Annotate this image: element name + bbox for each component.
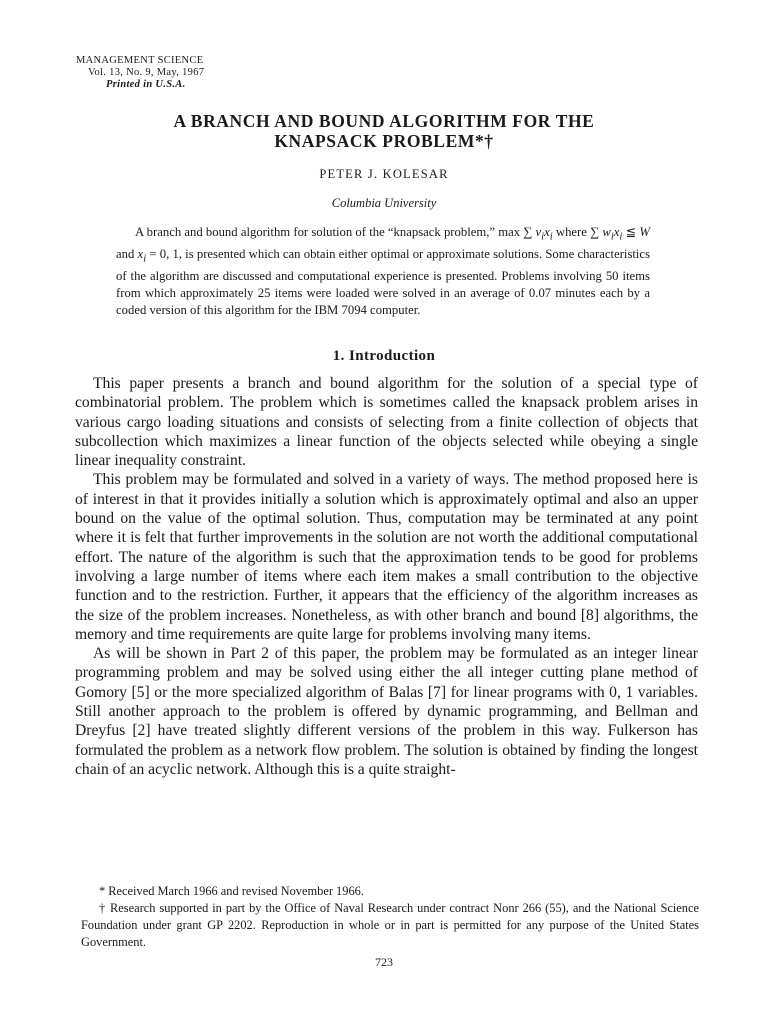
paragraph: This paper presents a branch and bound algorithm for the solution of a special type of combinatorial problem. The problem which is sometimes called the knapsack problem arises in various cargo loading situations and consists of selecting from a finite collection of objects that subcollection which maximizes a linear function of the objects selected while obeying a single linear inequality constraint. (75, 375, 698, 470)
author-affiliation: Columbia University (331, 196, 437, 210)
printed-in: Printed in U.S.A. (106, 79, 186, 90)
abstract (116, 224, 650, 320)
journal-header (76, 55, 204, 91)
journal-volume: Vol. 13, No. 9, May, 1967 (88, 67, 205, 78)
paragraph: This problem may be formulated and solved in a variety of ways. The method proposed here is of interest in that it provides initially a solution which is approximately optimal and also an upper bound on the value of the optimal solution. Thus, computation may be terminated at any point where it is felt that further improvements in the solution are not worth the additional computational effort. The nature of the algorithm is such that the approximation tends to be good for problems involving a large number of items where each item makes a small contribution to the objective function and to the restriction. Further, it appears that the efficiency of the algorithm increases as the size of the problem increases. Nonetheless, as with other branch and bound [8] algorithms, the memory and time requirements are quite large for problems involving many items. (75, 471, 698, 643)
footnote-received: * Received March 1966 and revised November 1966. (99, 884, 364, 898)
page-number: 723 (375, 955, 393, 969)
journal-name: MANAGEMENT SCIENCE (76, 55, 204, 66)
abstract-formula: max ∑ $v_ix_i$ where ∑ $w_ix_i$ ≦ W and $x_i = 0$, 1 (116, 225, 650, 265)
abstract-body: , is presented which can obtain either optimal or approximate solutions. Some characteristics of the algorithm are discussed and computational experience is presented. Problems involving 50 items from which approximately 25 items were loaded were solved in an average of 0.07 minutes each by a coded version of this algorithm for the IBM 7094 computer. (116, 246, 651, 318)
paragraph: As will be shown in Part 2 of this paper, the problem may be formulated as an integer linear programming problem and may be solved using either the all integer cutting plane method of Gomory [5] or the more specialized algorithm of Balas [7] for linear programs with 0, 1 variables. Still another approach to the problem is offered by dynamic programming, and Bellman and Dreyfus [2] have treated slightly different versions of the problem in this way. Fulkerson has formulated the problem as a network flow problem. The solution is obtained by finding the longest chain of an acyclic network. Although this is a quite straight- (75, 645, 698, 778)
title-line-1: A BRANCH AND BOUND ALGORITHM FOR THE (173, 111, 595, 131)
body-text (75, 374, 698, 779)
author-name: PETER J. KOLESAR (319, 167, 449, 181)
footnotes (81, 883, 699, 951)
title-line-2: KNAPSACK PROBLEM*† (274, 131, 494, 151)
abstract-intro: A branch and bound algorithm for solution of the “knapsack problem,” (135, 225, 496, 239)
section-heading: 1. Introduction (332, 348, 436, 364)
paper-title (0, 111, 768, 151)
footnote-funding: † Research supported in part by the Office of Naval Research under contract Nonr 266 (55), and the National Science Foundation under grant GP 2202. Reproduction in whole or in part is permitted for any purpose of the United States Government. (81, 901, 699, 949)
